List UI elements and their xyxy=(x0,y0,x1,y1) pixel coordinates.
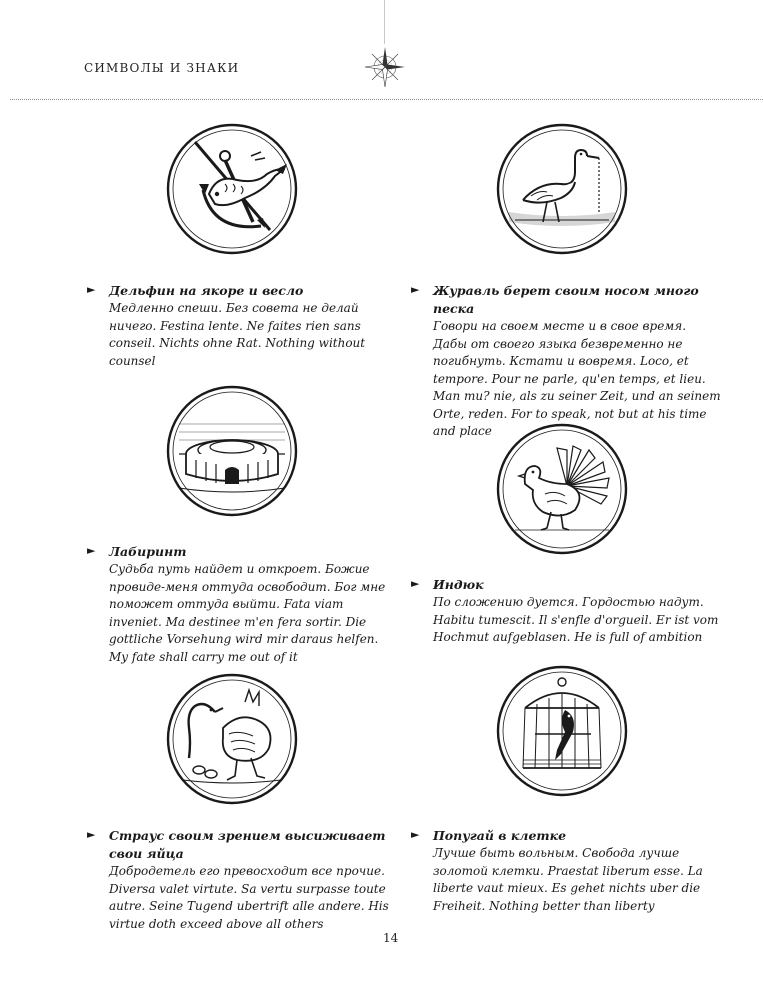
entry-title: Страус своим зрением высиживает свои яйца xyxy=(109,828,386,861)
entry-body: Добродетель его превосходит все прочие. Diversa valet virtute. Sa vertu surpasse toute autre. Seine Tugend ubertrift alle andere. His virtue doth exceed above all others xyxy=(109,864,389,931)
entry-dolphin xyxy=(87,282,399,370)
dolphin-anchor-oar-emblem xyxy=(165,122,299,256)
entry-crane xyxy=(411,282,723,441)
entry-title: Индюк xyxy=(433,577,484,592)
bullet-arrow-icon: ► xyxy=(411,283,420,296)
entry-parrot xyxy=(411,827,723,915)
bullet-arrow-icon: ► xyxy=(87,283,96,296)
entry-body: Лучше быть вольным. Свобода лучше золотой клетки. Praestat liberum esse. La liberte vaut mieux. Es gehet nichts uber die Freiheit. Nothing better than liberty xyxy=(433,846,703,913)
entry-title: Журавль берет своим носом много песка xyxy=(433,283,699,316)
ostrich-eggs-emblem xyxy=(165,672,299,806)
labyrinth-emblem xyxy=(165,384,299,518)
header-vertical-line xyxy=(384,0,385,44)
compass-rose-icon xyxy=(364,46,406,88)
turkey-emblem xyxy=(495,422,629,556)
crane-sand-emblem xyxy=(495,122,629,256)
entry-turkey xyxy=(411,576,723,647)
header-dotted-rule xyxy=(10,99,763,100)
entry-body: Говори на своем месте и в свое время. Дабы от своего языка безвременно не погибнуть. Кстати и вовремя. Loco, et tempore. Pour ne parle, qu'en temps, et lieu. Man mu? nie, als zu seiner Zeit, und an seinem Orte, reden. For to speak, not but at his time and place xyxy=(433,319,721,438)
entry-title: Дельфин на якоре и весло xyxy=(109,283,304,298)
entry-title: Лабиринт xyxy=(109,544,187,559)
entry-labyrinth xyxy=(87,543,399,666)
bullet-arrow-icon: ► xyxy=(411,577,420,590)
page-number: 14 xyxy=(383,931,399,945)
bullet-arrow-icon: ► xyxy=(87,828,96,841)
entry-body: Судьба путь найдет и откроет. Божие провиде-меня оттуда освободит. Бог мне поможет оттуда выйти. Fata viam inveniet. Ma destinee m'en fera sortir. Die gottliche Vorsehung wird mir daraus helfen. My fate shall carry me out of it xyxy=(109,562,386,664)
entry-ostrich xyxy=(87,827,399,933)
entry-body: Медленно спеши. Без совета не делай ничего. Festina lente. Ne faites rien sans conseil. Nichts ohne Rat. Nothing without counsel xyxy=(109,301,366,368)
entry-body: По сложению дуется. Гордостью надут. Habitu tumescit. Il s'enfle d'orgueil. Er ist vom Hochmut aufgeblasen. He is full of ambition xyxy=(433,595,719,644)
parrot-cage-emblem xyxy=(495,664,629,798)
page-header-title: СИМВОЛЫ И ЗНАКИ xyxy=(84,61,240,75)
bullet-arrow-icon: ► xyxy=(87,544,96,557)
bullet-arrow-icon: ► xyxy=(411,828,420,841)
entry-title: Попугай в клетке xyxy=(433,828,567,843)
